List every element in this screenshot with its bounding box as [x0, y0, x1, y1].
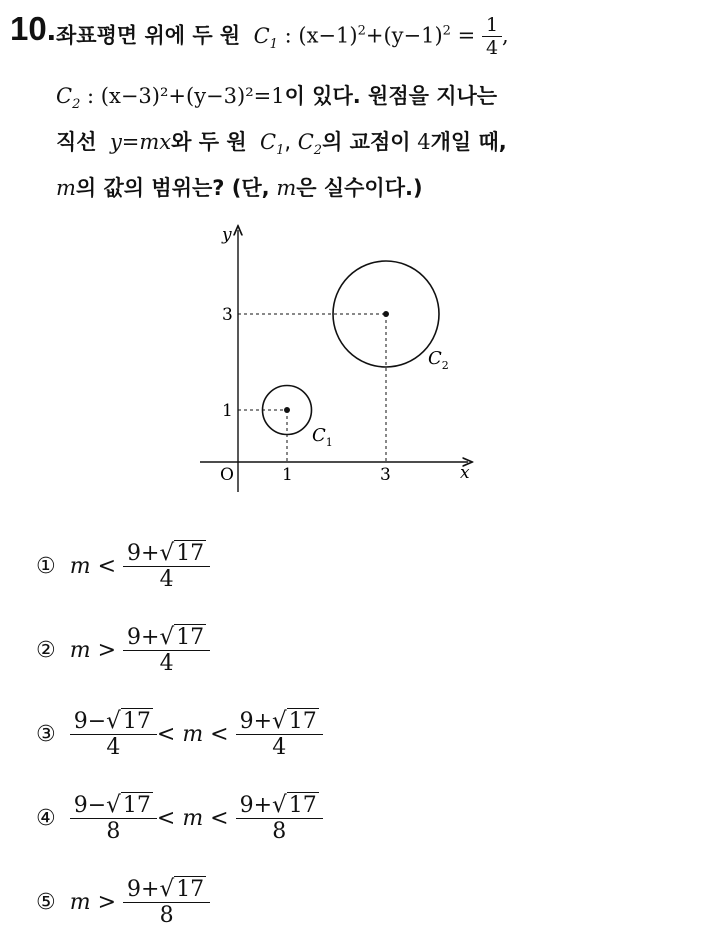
question-number: 10.	[10, 10, 56, 47]
option-2-fraction: $\frac{9+√17}{4}$	[123, 624, 210, 676]
line2-text: 이 있다. 원점을 지나는	[284, 84, 498, 108]
option-2[interactable]: ② m > $\frac{9+√17}{4}$	[36, 624, 210, 676]
option-1-fraction: $\frac{9+√17}{4}$	[123, 540, 210, 592]
c1-label: $C_1$	[312, 425, 333, 449]
c1-symbol: $C_1$	[253, 23, 278, 52]
coordinate-graph	[190, 222, 490, 497]
c2-equation: : (x−3)²+(y−3)²=1	[87, 84, 285, 108]
option-3-left-fraction: $\frac{9-√17}{4}$	[70, 708, 157, 760]
c1-equation-a: : (x−1)	[284, 23, 358, 48]
option-5[interactable]: ⑤ m > $\frac{9+√17}{8}$	[36, 876, 210, 928]
x-tick-1: 1	[282, 465, 293, 485]
center-c2	[383, 311, 389, 317]
question-line-3: 직선 y=mx와 두 원 $C_1$, $C_2$의 교점이 4개일 때,	[56, 130, 507, 159]
center-c1	[284, 407, 290, 413]
question-line-2	[56, 80, 497, 112]
c2-symbol: $C_2$	[56, 84, 81, 113]
origin-label: O	[220, 465, 234, 485]
question-intro: 좌표평면 위에 두 원	[56, 23, 241, 48]
c1-equals: =	[457, 23, 476, 48]
y-tick-1: 1	[222, 401, 233, 421]
y-axis-label: y	[222, 225, 232, 245]
option-4-right-fraction: $\frac{9+√17}{8}$	[236, 792, 323, 844]
option-5-fraction: $\frac{9+√17}{8}$	[123, 876, 210, 928]
question-line-4: m의 값의 범위는? (단, m은 실수이다.)	[56, 176, 423, 200]
option-4-left-fraction: $\frac{9-√17}{8}$	[70, 792, 157, 844]
c2-label: $C_2$	[428, 348, 449, 372]
c1-rhs-fraction: $\frac{1}{4}$	[482, 14, 502, 59]
option-4[interactable]: ④ $\frac{9-√17}{8}$ < m < $\frac{9+√17}{8}$	[36, 792, 323, 844]
option-1[interactable]: ① m < $\frac{9+√17}{4}$	[36, 540, 210, 592]
line-equation: y=mx	[109, 130, 172, 154]
c1-equation-b: +(y−1)	[365, 23, 443, 48]
option-3[interactable]: ③ $\frac{9-√17}{4}$ < m < $\frac{9+√17}{4}$	[36, 708, 323, 760]
x-axis-label: x	[460, 463, 470, 483]
option-3-right-fraction: $\frac{9+√17}{4}$	[236, 708, 323, 760]
y-tick-3: 3	[222, 305, 233, 325]
x-tick-3: 3	[380, 465, 391, 485]
question-line-1: 좌표평면 위에 두 원 $C_1$ : $(x-1)^2+(y-1)^2$ = $\frac{1}{4}$ ,	[56, 14, 509, 59]
